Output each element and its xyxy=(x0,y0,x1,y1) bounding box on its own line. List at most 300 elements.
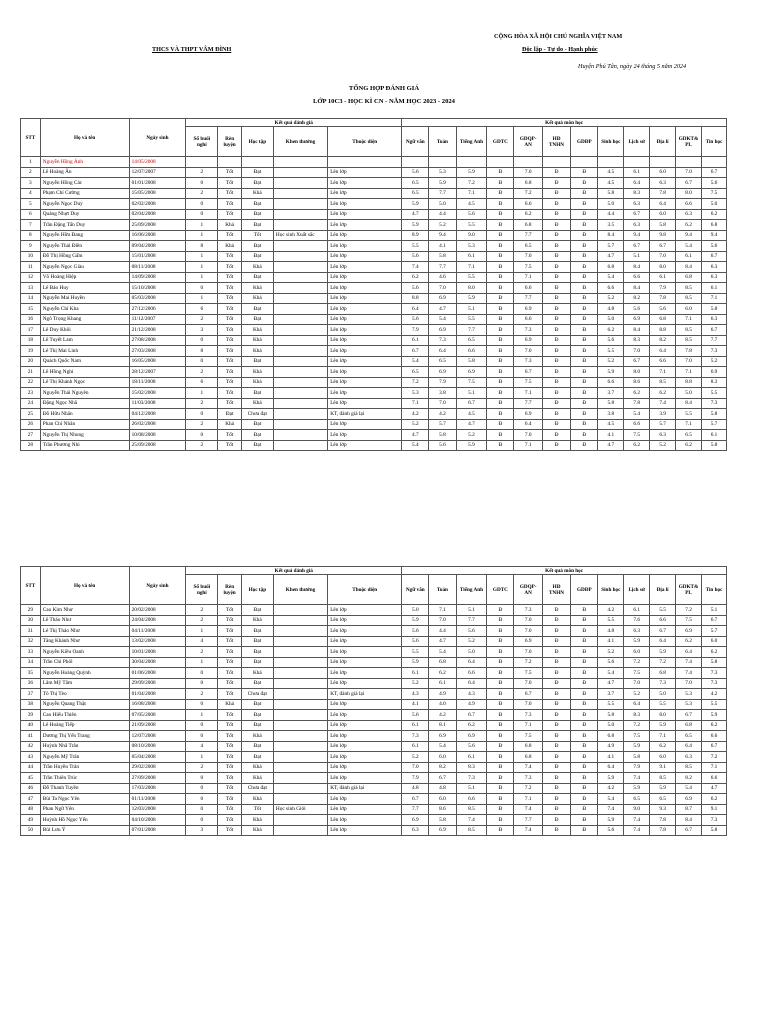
table-row xyxy=(21,615,727,626)
cell-gdtc: Đ xyxy=(487,356,514,367)
cell-dob: 27/12/2006 xyxy=(129,304,186,315)
cell-hdtnhn: Đ xyxy=(542,430,570,441)
cell-sinhhoc: 5.4 xyxy=(598,794,624,805)
cell-dob: 10/01/2008 xyxy=(129,647,186,658)
cell-absent: 0 xyxy=(186,178,218,189)
cell-gdqp xyxy=(514,157,542,168)
cell-toan: 4.4 xyxy=(429,209,456,220)
table-row xyxy=(21,346,727,357)
cell-absent: 2 xyxy=(186,762,218,773)
cell-dob: 10/08/2008 xyxy=(129,430,186,441)
cell-absent: 1 xyxy=(186,293,218,304)
cell-gdktpl: 8.4 xyxy=(676,815,702,826)
cell-gddp: Đ xyxy=(571,325,598,336)
cell-tinhoc: 5.8 xyxy=(702,440,727,451)
cell-conduct: Tốt xyxy=(218,615,241,626)
cell-tienganh: 8.3 xyxy=(456,762,487,773)
cell-gdqp: 7.3 xyxy=(514,356,542,367)
cell-gdqp: 7.1 xyxy=(514,272,542,283)
cell-dob: 25/09/2008 xyxy=(129,220,186,231)
header-subject-gddp: GDĐP xyxy=(571,127,598,157)
cell-status: Lên lớp xyxy=(328,388,402,399)
cell-award xyxy=(273,689,327,700)
cell-study: Đạt xyxy=(241,304,273,315)
cell-sinhhoc: 6.4 xyxy=(598,762,624,773)
cell-diali: 7.2 xyxy=(650,657,676,668)
cell-status: Lên lớp xyxy=(328,241,402,252)
cell-gddp xyxy=(571,157,598,168)
cell-conduct: Tốt xyxy=(218,272,241,283)
cell-stt: 9 xyxy=(21,241,41,252)
cell-study: Đạt xyxy=(241,647,273,658)
cell-status: Lên lớp xyxy=(328,335,402,346)
cell-gdqp: 6.4 xyxy=(514,419,542,430)
cell-study: Đạt xyxy=(241,678,273,689)
cell-dob: 15/02/2008 xyxy=(129,388,186,399)
cell-sinhhoc: 6.6 xyxy=(598,377,624,388)
cell-study: Khá xyxy=(241,794,273,805)
cell-gdtc: Đ xyxy=(487,377,514,388)
cell-lichsu: 6.4 xyxy=(624,699,650,710)
cell-gdqp: 7.3 xyxy=(514,325,542,336)
cell-gdktpl: 8.5 xyxy=(676,293,702,304)
cell-diali: 6.8 xyxy=(650,668,676,679)
cell-stt: 31 xyxy=(21,626,41,637)
header-subject-gdtc: GDTC xyxy=(487,575,514,605)
header-subject-diali: Địa lí xyxy=(650,575,676,605)
table-row xyxy=(21,710,727,721)
cell-hdtnhn: Đ xyxy=(542,188,570,199)
cell-conduct: Tốt xyxy=(218,356,241,367)
cell-status: Lên lớp xyxy=(328,367,402,378)
cell-tienganh: 6.4 xyxy=(456,678,487,689)
cell-gddp: Đ xyxy=(571,752,598,763)
cell-toan: 7.0 xyxy=(429,398,456,409)
cell-absent: 0 xyxy=(186,678,218,689)
cell-tinhoc: 7.3 xyxy=(702,668,727,679)
table-row xyxy=(21,720,727,731)
cell-lichsu: 5.8 xyxy=(624,752,650,763)
cell-lichsu: 7.0 xyxy=(624,678,650,689)
cell-gdktpl xyxy=(676,157,702,168)
cell-stt: 48 xyxy=(21,804,41,815)
cell-gddp: Đ xyxy=(571,188,598,199)
cell-gdqp: 7.5 xyxy=(514,668,542,679)
cell-gdqp: 7.4 xyxy=(514,804,542,815)
cell-diali: 8.0 xyxy=(650,262,676,273)
cell-absent: 1 xyxy=(186,230,218,241)
cell-lichsu: 5.1 xyxy=(624,251,650,262)
cell-gddp: Đ xyxy=(571,283,598,294)
cell-status: Lên lớp xyxy=(328,626,402,637)
cell-gdqp: 7.0 xyxy=(514,346,542,357)
cell-study: Khá xyxy=(241,367,273,378)
cell-tinhoc: 6.0 xyxy=(702,636,727,647)
cell-name: Lê Thị Thảo Như xyxy=(40,626,129,637)
header-award: Khen thưởng xyxy=(273,127,327,157)
cell-gdktpl: 6.7 xyxy=(676,825,702,836)
cell-status: Lên lớp xyxy=(328,647,402,658)
cell-stt: 40 xyxy=(21,720,41,731)
cell-study: Đạt xyxy=(241,251,273,262)
cell-award xyxy=(273,167,327,178)
cell-conduct: Tốt xyxy=(218,178,241,189)
cell-stt: 12 xyxy=(21,272,41,283)
cell-award xyxy=(273,398,327,409)
cell-diali: 8.5 xyxy=(650,773,676,784)
header-subject-tinhoc: Tin học xyxy=(702,575,727,605)
cell-study: Khá xyxy=(241,615,273,626)
cell-study: Khá xyxy=(241,762,273,773)
cell-nguvan: 5.0 xyxy=(402,605,429,616)
cell-diali: 6.0 xyxy=(650,752,676,763)
cell-gdqp: 7.0 xyxy=(514,699,542,710)
cell-gdktpl: 6.4 xyxy=(676,741,702,752)
cell-nguvan: 6.5 xyxy=(402,178,429,189)
table-row xyxy=(21,636,727,647)
cell-gdtc: Đ xyxy=(487,626,514,637)
cell-tinhoc: 5.9 xyxy=(702,710,727,721)
cell-diali: 5.9 xyxy=(650,720,676,731)
cell-name: Dương Thị Yến Trang xyxy=(40,731,129,742)
cell-gddp: Đ xyxy=(571,710,598,721)
cell-absent: 2 xyxy=(186,605,218,616)
cell-hdtnhn: Đ xyxy=(542,304,570,315)
cell-award xyxy=(273,440,327,451)
cell-study: Chưa đạt xyxy=(241,783,273,794)
cell-study: Chưa đạt xyxy=(241,409,273,420)
cell-diali xyxy=(650,157,676,168)
cell-dob: 29/02/2008 xyxy=(129,762,186,773)
cell-gdktpl: 6.2 xyxy=(676,220,702,231)
cell-absent: 2 xyxy=(186,440,218,451)
cell-sinhhoc: 4.4 xyxy=(598,209,624,220)
cell-sinhhoc: 5.8 xyxy=(598,710,624,721)
cell-status: Lên lớp xyxy=(328,752,402,763)
cell-tinhoc: 5.5 xyxy=(702,699,727,710)
cell-dob: 07/05/2008 xyxy=(129,710,186,721)
cell-lichsu: 7.2 xyxy=(624,720,650,731)
cell-gdtc: Đ xyxy=(487,657,514,668)
cell-gdtc: Đ xyxy=(487,272,514,283)
cell-study: Khá xyxy=(241,262,273,273)
cell-award xyxy=(273,752,327,763)
cell-gdtc: Đ xyxy=(487,825,514,836)
cell-toan: 7.1 xyxy=(429,605,456,616)
table-row xyxy=(21,430,727,441)
cell-tienganh: 7.2 xyxy=(456,178,487,189)
cell-conduct: Khá xyxy=(218,419,241,430)
cell-status: Lên lớp xyxy=(328,346,402,357)
cell-sinhhoc: 5.5 xyxy=(598,346,624,357)
cell-sinhhoc: 4.7 xyxy=(598,251,624,262)
cell-gdtc: Đ xyxy=(487,647,514,658)
cell-gdqp: 6.6 xyxy=(514,283,542,294)
cell-conduct: Tốt xyxy=(218,720,241,731)
cell-nguvan: 7.1 xyxy=(402,398,429,409)
cell-name: Đỗ Thanh Tuyền xyxy=(40,783,129,794)
cell-tienganh: 5.5 xyxy=(456,314,487,325)
cell-gdtc: Đ xyxy=(487,199,514,210)
cell-status: Lên lớp xyxy=(328,178,402,189)
cell-gddp: Đ xyxy=(571,167,598,178)
header-group-subjects: Kết quả môn học xyxy=(402,119,727,127)
cell-tinhoc: 6.9 xyxy=(702,367,727,378)
cell-diali: 7.4 xyxy=(650,398,676,409)
cell-gdktpl: 7.5 xyxy=(676,615,702,626)
cell-gdtc: Đ xyxy=(487,773,514,784)
cell-absent: 0 xyxy=(186,199,218,210)
cell-gddp: Đ xyxy=(571,409,598,420)
cell-sinhhoc: 5.2 xyxy=(598,647,624,658)
cell-hdtnhn: Đ xyxy=(542,167,570,178)
cell-absent: 6 xyxy=(186,304,218,315)
cell-nguvan: 5.9 xyxy=(402,199,429,210)
cell-conduct: Tốt xyxy=(218,636,241,647)
cell-name: Nguyễn Thái Điền xyxy=(40,241,129,252)
cell-diali: 6.4 xyxy=(650,346,676,357)
cell-gdtc: Đ xyxy=(487,178,514,189)
table-row xyxy=(21,388,727,399)
cell-status: Lên lớp xyxy=(328,262,402,273)
header-group-eval: Kết quả đánh giá xyxy=(186,119,402,127)
cell-name: Quảng Nhựt Duy xyxy=(40,209,129,220)
cell-award xyxy=(273,794,327,805)
cell-lichsu: 7.4 xyxy=(624,815,650,826)
cell-study: Đạt xyxy=(241,356,273,367)
cell-lichsu: 6.7 xyxy=(624,356,650,367)
cell-tienganh: 5.1 xyxy=(456,605,487,616)
cell-tinhoc: 5.5 xyxy=(702,388,727,399)
cell-status: Lên lớp xyxy=(328,304,402,315)
cell-tienganh: 6.6 xyxy=(456,668,487,679)
cell-gdktpl: 6.0 xyxy=(676,304,702,315)
cell-lichsu: 6.2 xyxy=(624,440,650,451)
cell-conduct: Khá xyxy=(218,220,241,231)
cell-name: Lê Tuyết Lam xyxy=(40,335,129,346)
cell-hdtnhn: Đ xyxy=(542,689,570,700)
cell-conduct: Tốt xyxy=(218,710,241,721)
cell-gdqp: 6.8 xyxy=(514,220,542,231)
cell-toan: 4.8 xyxy=(429,783,456,794)
cell-tienganh: 4.5 xyxy=(456,199,487,210)
cell-conduct: Tốt xyxy=(218,377,241,388)
cell-award xyxy=(273,367,327,378)
cell-tienganh: 5.6 xyxy=(456,626,487,637)
cell-gdtc: Đ xyxy=(487,251,514,262)
cell-study: Khá xyxy=(241,335,273,346)
cell-conduct: Tốt xyxy=(218,657,241,668)
cell-name: Lê Thị Mai Linh xyxy=(40,346,129,357)
cell-nguvan: 5.6 xyxy=(402,314,429,325)
header-award: Khen thưởng xyxy=(273,575,327,605)
cell-gdktpl: 5.3 xyxy=(676,689,702,700)
cell-status: Lên lớp xyxy=(328,293,402,304)
cell-stt: 32 xyxy=(21,636,41,647)
cell-gddp: Đ xyxy=(571,262,598,273)
cell-lichsu: 6.0 xyxy=(624,647,650,658)
cell-hdtnhn: Đ xyxy=(542,346,570,357)
cell-nguvan: 5.2 xyxy=(402,752,429,763)
cell-toan: 6.0 xyxy=(429,794,456,805)
cell-gdtc: Đ xyxy=(487,388,514,399)
cell-hdtnhn: Đ xyxy=(542,794,570,805)
cell-gdktpl: 6.9 xyxy=(676,794,702,805)
cell-stt: 7 xyxy=(21,220,41,231)
cell-stt: 20 xyxy=(21,356,41,367)
cell-name: Huỳnh Hồ Ngọc Yến xyxy=(40,815,129,826)
cell-gdqp: 7.4 xyxy=(514,825,542,836)
cell-lichsu: 6.6 xyxy=(624,272,650,283)
cell-conduct: Tốt xyxy=(218,367,241,378)
cell-tienganh: 5.1 xyxy=(456,388,487,399)
cell-stt: 15 xyxy=(21,304,41,315)
cell-gdqp: 7.7 xyxy=(514,815,542,826)
cell-diali: 6.6 xyxy=(650,615,676,626)
cell-stt: 43 xyxy=(21,752,41,763)
table-row xyxy=(21,335,727,346)
cell-gdtc: Đ xyxy=(487,283,514,294)
cell-gdktpl: 8.5 xyxy=(676,335,702,346)
cell-gddp: Đ xyxy=(571,377,598,388)
cell-tienganh: 7.4 xyxy=(456,815,487,826)
cell-gdktpl: 6.1 xyxy=(676,251,702,262)
cell-lichsu: 5.9 xyxy=(624,636,650,647)
cell-conduct: Tốt xyxy=(218,647,241,658)
cell-nguvan: 5.3 xyxy=(402,388,429,399)
cell-stt: 41 xyxy=(21,731,41,742)
cell-conduct: Tốt xyxy=(218,335,241,346)
cell-name: Nguyễn Thái Nguyên xyxy=(40,388,129,399)
cell-gdqp: 7.0 xyxy=(514,647,542,658)
cell-gddp: Đ xyxy=(571,720,598,731)
cell-tienganh: 5.3 xyxy=(456,241,487,252)
cell-hdtnhn: Đ xyxy=(542,409,570,420)
cell-nguvan: 6.5 xyxy=(402,188,429,199)
cell-toan: 5.7 xyxy=(429,419,456,430)
cell-study: Khá xyxy=(241,731,273,742)
cell-gdktpl: 7.4 xyxy=(676,668,702,679)
cell-name: Nguyễn Kiều Oanh xyxy=(40,647,129,658)
cell-sinhhoc: 5.9 xyxy=(598,367,624,378)
cell-gdtc: Đ xyxy=(487,325,514,336)
cell-tinhoc: 7.7 xyxy=(702,335,727,346)
cell-conduct: Tốt xyxy=(218,293,241,304)
cell-sinhhoc: 4.2 xyxy=(598,783,624,794)
cell-conduct: Tốt xyxy=(218,783,241,794)
header-subject-sinhhoc: Sinh học xyxy=(598,127,624,157)
cell-sinhhoc: 6.6 xyxy=(598,283,624,294)
cell-diali: 7.8 xyxy=(650,825,676,836)
table-row xyxy=(21,230,727,241)
cell-name: Trần Chí Phôl xyxy=(40,657,129,668)
cell-diali: 7.8 xyxy=(650,188,676,199)
cell-conduct: Tốt xyxy=(218,731,241,742)
cell-conduct: Tốt xyxy=(218,440,241,451)
cell-diali: 5.6 xyxy=(650,304,676,315)
cell-dob: 01/11/2008 xyxy=(129,794,186,805)
cell-sinhhoc: 4.8 xyxy=(598,626,624,637)
cell-gdtc: Đ xyxy=(487,615,514,626)
cell-status: Lên lớp xyxy=(328,741,402,752)
cell-status: Lên lớp xyxy=(328,188,402,199)
table-row xyxy=(21,377,727,388)
cell-gdqp: 7.5 xyxy=(514,731,542,742)
cell-status: Lên lớp xyxy=(328,825,402,836)
cell-stt: 24 xyxy=(21,398,41,409)
cell-award xyxy=(273,762,327,773)
cell-study: Tốt xyxy=(241,804,273,815)
header-dob: Ngày sinh xyxy=(129,119,186,157)
cell-gddp: Đ xyxy=(571,419,598,430)
cell-sinhhoc: 5.4 xyxy=(598,272,624,283)
cell-award xyxy=(273,409,327,420)
cell-dob: 12/07/2007 xyxy=(129,167,186,178)
header-group-subjects: Kết quả môn học xyxy=(402,567,727,575)
cell-status: Lên lớp xyxy=(328,377,402,388)
cell-tinhoc: 6.7 xyxy=(702,741,727,752)
cell-name: Phạm Chí Cường xyxy=(40,188,129,199)
cell-nguvan: 6.1 xyxy=(402,668,429,679)
cell-gddp: Đ xyxy=(571,731,598,742)
cell-gddp: Đ xyxy=(571,178,598,189)
cell-conduct: Tốt xyxy=(218,752,241,763)
cell-gdktpl: 5.0 xyxy=(676,388,702,399)
cell-status: Lên lớp xyxy=(328,419,402,430)
cell-gdqp: 7.7 xyxy=(514,398,542,409)
cell-name: Lê Hoàng Ân xyxy=(40,167,129,178)
cell-gdqp: 7.1 xyxy=(514,794,542,805)
cell-nguvan: 4.1 xyxy=(402,699,429,710)
cell-award xyxy=(273,241,327,252)
cell-tinhoc: 5.2 xyxy=(702,356,727,367)
cell-toan: 6.2 xyxy=(429,668,456,679)
cell-conduct: Tốt xyxy=(218,689,241,700)
cell-tinhoc: 6.6 xyxy=(702,773,727,784)
cell-conduct: Tốt xyxy=(218,346,241,357)
cell-hdtnhn: Đ xyxy=(542,752,570,763)
cell-hdtnhn: Đ xyxy=(542,220,570,231)
cell-status: Lên lớp xyxy=(328,815,402,826)
cell-gdtc: Đ xyxy=(487,314,514,325)
cell-conduct: Tốt xyxy=(218,825,241,836)
cell-diali: 5.5 xyxy=(650,605,676,616)
header-status: Thuộc diện xyxy=(328,575,402,605)
cell-gddp: Đ xyxy=(571,678,598,689)
cell-sinhhoc: 4.5 xyxy=(598,167,624,178)
cell-stt: 27 xyxy=(21,430,41,441)
cell-gdtc: Đ xyxy=(487,636,514,647)
cell-status: Lên lớp xyxy=(328,272,402,283)
cell-award: Học sinh Giỏi xyxy=(273,804,327,815)
cell-dob: 26/02/2008 xyxy=(129,419,186,430)
cell-nguvan: 6.7 xyxy=(402,794,429,805)
cell-gdtc: Đ xyxy=(487,304,514,315)
cell-study: Khá xyxy=(241,668,273,679)
cell-absent: 0 xyxy=(186,794,218,805)
header-subject-gdqp: GDQP-AN xyxy=(514,575,542,605)
cell-dob: 16/08/2008 xyxy=(129,699,186,710)
cell-gdtc: Đ xyxy=(487,794,514,805)
cell-toan: 5.8 xyxy=(429,815,456,826)
cell-gddp: Đ xyxy=(571,783,598,794)
cell-lichsu: 7.5 xyxy=(624,731,650,742)
cell-gdqp: 6.6 xyxy=(514,314,542,325)
cell-study: Đạt xyxy=(241,636,273,647)
cell-toan: 5.8 xyxy=(429,251,456,262)
cell-hdtnhn: Đ xyxy=(542,636,570,647)
cell-tinhoc: 4.7 xyxy=(702,783,727,794)
